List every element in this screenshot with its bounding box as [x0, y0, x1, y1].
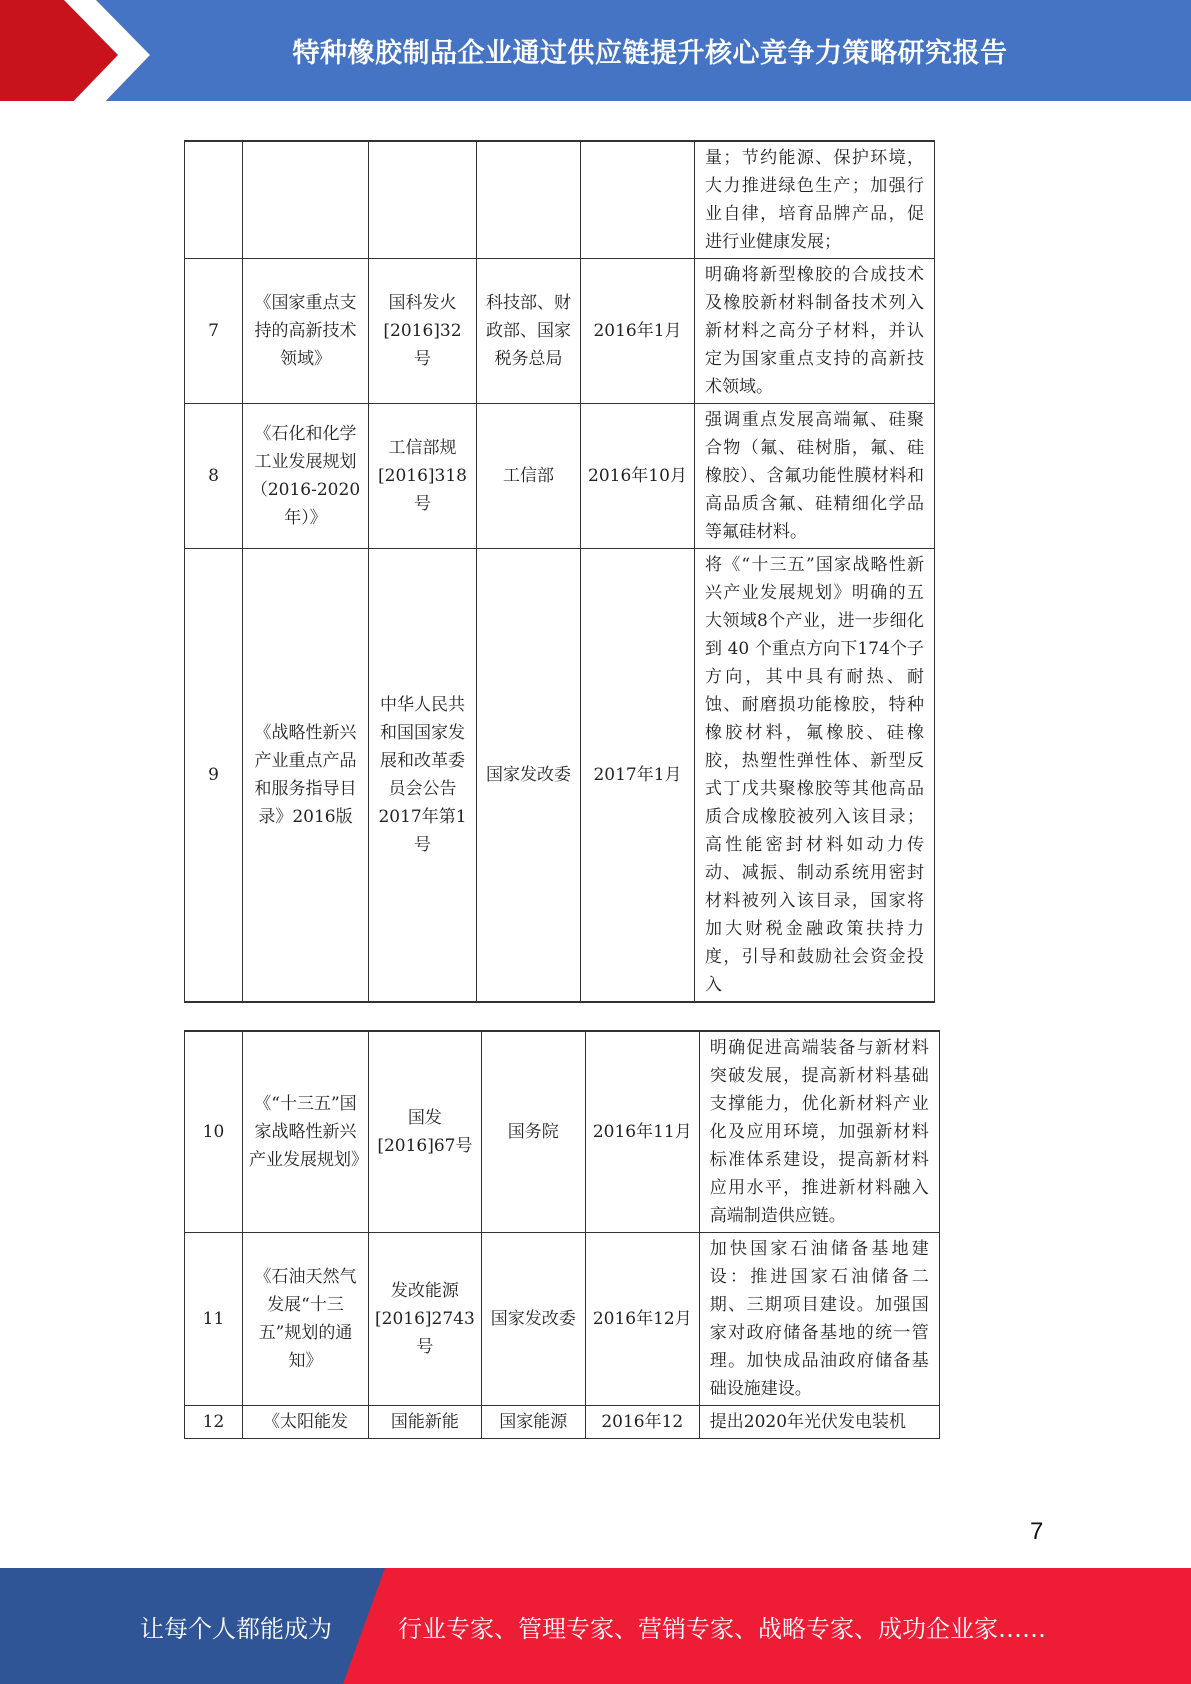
cell-date: 2016年11月 [585, 1031, 699, 1233]
cell-desc: 量；节约能源、保护环境，大力推进绿色生产；加强行业自律，培育品牌产品，促进行业健康发展； [695, 141, 935, 259]
report-title: 特种橡胶制品企业通过供应链提升核心竞争力策略研究报告 [292, 38, 1008, 69]
cell-dept: 工信部 [477, 404, 581, 549]
cell-desc: 加快国家石油储备基地建设：推进国家石油储备二期、三期项目建设。加强国家对政府储备基地的统一管理。加快成品油政府储备基础设施建设。 [699, 1233, 939, 1406]
cell-name: 《战略性新兴产业重点产品和服务指导目录》2016版 [243, 549, 369, 1003]
table-row [185, 1233, 940, 1406]
cell-name: 《太阳能发 [243, 1406, 369, 1439]
table-row [185, 404, 935, 549]
cell-no: 10 [185, 1031, 243, 1233]
cell-no: 9 [185, 549, 243, 1003]
cell-desc: 提出2020年光伏发电装机 [699, 1406, 939, 1439]
cell-date: 2016年12 [585, 1406, 699, 1439]
cell-name: 《“十三五”国家战略性新兴产业发展规划》 [243, 1031, 369, 1233]
cell-no: 11 [185, 1233, 243, 1406]
cell-name: 《石油天然气发展“十三五”规划的通知》 [243, 1233, 369, 1406]
footer-slogan-right: 行业专家、管理专家、营销专家、战略专家、成功企业家…… [398, 1614, 1046, 1643]
cell-date: 2016年1月 [581, 259, 695, 404]
footer-slogan-left: 让每个人都能成为 [140, 1614, 332, 1643]
cell-dept: 国家能源 [481, 1406, 585, 1439]
page-number: 7 [1030, 1518, 1044, 1545]
cell-desc: 明确促进高端装备与新材料突破发展，提高新材料基础支撑能力，优化新材料产业化及应用环境，加强新材料标准体系建设，提高新材料应用水平，推进新材料融入高端制造供应链。 [699, 1031, 939, 1233]
cell-name: 《石化和化学工业发展规划（2016-2020年）》 [243, 404, 369, 549]
cell-doc: 国发[2016]67号 [369, 1031, 482, 1233]
cell-no [185, 141, 243, 259]
cell-dept: 国务院 [481, 1031, 585, 1233]
cell-doc: 国科发火[2016]32号 [369, 259, 477, 404]
cell-no: 8 [185, 404, 243, 549]
cell-dept: 科技部、财政部、国家税务总局 [477, 259, 581, 404]
page-footer [0, 1568, 1191, 1684]
table-row [185, 1031, 940, 1233]
cell-doc: 发改能源[2016]2743号 [369, 1233, 482, 1406]
cell-doc: 中华人民共和国国家发展和改革委员会公告2017年第1号 [369, 549, 477, 1003]
table-row [185, 549, 935, 1003]
cell-date: 2016年10月 [581, 404, 695, 549]
cell-name: 《国家重点支持的高新技术领域》 [243, 259, 369, 404]
policy-table-bottom [184, 1030, 940, 1439]
table-row [185, 141, 935, 259]
cell-no: 12 [185, 1406, 243, 1439]
cell-dept [477, 141, 581, 259]
cell-date: 2017年1月 [581, 549, 695, 1003]
cell-name [243, 141, 369, 259]
policy-table-top [184, 140, 935, 1003]
cell-desc: 明确将新型橡胶的合成技术及橡胶新材料制备技术列入新材料之高分子材料，并认定为国家重点支持的高新技术领域。 [695, 259, 935, 404]
cell-doc: 国能新能 [369, 1406, 482, 1439]
cell-dept: 国家发改委 [481, 1233, 585, 1406]
cell-desc: 将《“十三五”国家战略性新兴产业发展规划》明确的五大领域8个产业，进一步细化到 40 个重点方向下174个子方向，其中具有耐热、耐蚀、耐磨损功能橡胶，特种橡胶材料，氟橡胶、硅橡胶，热塑性弹性体、新型反式丁戊共聚橡胶等其他高品质合成橡胶被列入该目录；高性能密封材料如动力传动、减振、制动系统用密封材料被列入该目录，国家将加大财税金融政策扶持力度，引导和鼓励社会资金投入 [695, 549, 935, 1003]
table-row [185, 259, 935, 404]
cell-no: 7 [185, 259, 243, 404]
cell-doc: 工信部规[2016]318号 [369, 404, 477, 549]
cell-date: 2016年12月 [585, 1233, 699, 1406]
cell-date [581, 141, 695, 259]
cell-desc: 强调重点发展高端氟、硅聚合物（氟、硅树脂，氟、硅橡胶）、含氟功能性膜材料和高品质含氟、硅精细化学品等氟硅材料。 [695, 404, 935, 549]
cell-doc [369, 141, 477, 259]
table-row [185, 1406, 940, 1439]
page-header [0, 0, 1191, 111]
cell-dept: 国家发改委 [477, 549, 581, 1003]
